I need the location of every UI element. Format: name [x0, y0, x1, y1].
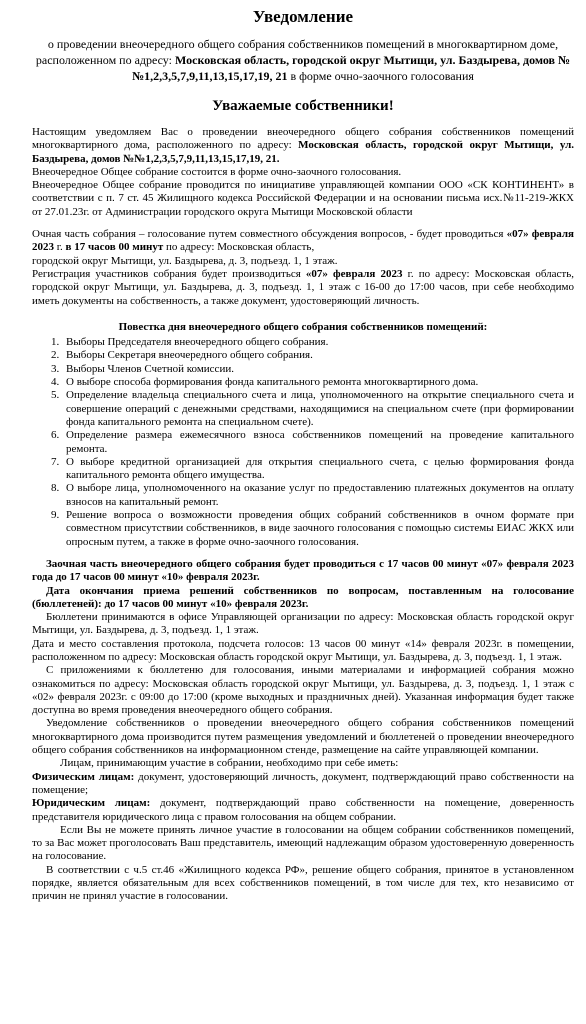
individuals-paragraph: Физическим лицам: документ, удостоверяющий личность, документ, подтверждающий право собственности на помещение; [32, 770, 574, 796]
ballot-deadline-paragraph: Дата окончания приема решений собственников по вопросам, поставленным на голосование (бюллетеней): до 17 часов 00 минут «10» февраля 2023г. [32, 584, 574, 610]
agenda-item: 1. Выборы Председателя внеочередного общего собрания. [62, 336, 574, 349]
agenda-item: 9. Решение вопроса о возможности проведения общих собраний собственников в очном формате при совместном присутствии собственников, в виде заочного голосования с помощью системы ЕИАС ЖКХ или опросным путем, а также в форме очно-заочного голосования. [62, 509, 574, 549]
greeting-heading: Уважаемые собственники! [212, 98, 394, 114]
intro-paragraph: Настоящим уведомляем Вас о проведении внеочередного общего собрания собственников помещений многоквартирного дома, расположенного по адресу: Московская область, городской округ Мытищи, ул. Баздырева, домов №№1,2,3,5,7,9,11,13,15,17,19, 21. [32, 126, 574, 165]
materials-paragraph: С приложениями к бюллетеню для голосования, иными материалами и информацией собрания можно ознакомиться по адресу: Московская область городской округ Мытищи, ул. Баздырева, д. 3, подъезд. 1, 1 этаж с «02» февраля 2023г. с 09:00 до 17:00 (кроме выходных и праздничных дней). Указанная информация будет также доступна во время проведения внеочередного общего собрания. [32, 664, 574, 717]
initiator-paragraph: Внеочередное Общее собрание проводится по инициативе управляющей компании ООО «СК КОНТИНЕНТ» в соответствии с п. 7 ст. 45 Жилищного кодекса Российской Федерации и на основании письма исх.№11-219-ЖКХ от 27.01.23г. от Администрации городского округа Мытищи Московской области [32, 179, 574, 218]
document-title: Уведомление [252, 7, 354, 26]
legal-basis-paragraph: В соответствии с ч.5 ст.46 «Жилищного кодекса РФ», решение общего собрания, принятое в установленном порядке, является обязательным для всех собственников помещений, в том числе для тех, кто независимо от причин не принял участие в голосовании. [32, 863, 574, 903]
agenda-item: 5. Определение владельца специального счета и лица, уполномоченного на открытие специального счета и совершение операций с денежными средствами, находящимися на специальном счете (при формировании фонда капитального ремонта на специальном счете). [62, 389, 574, 429]
agenda-item: 4. О выборе способа формирования фонда капитального ремонта многоквартирного дома. [62, 376, 574, 389]
spacer [32, 219, 574, 228]
document-subtitle: о проведении внеочередного общего собрания собственников помещений в многоквартирном доме, расположенном по адресу: Московская область, городской округ Мытищи, ул. Баздырева, домов №№1,2,3,5,7,9,11,13,15,17,19, 21 в форме очно-заочного голосования [35, 37, 571, 83]
agenda-item: 3. Выборы Членов Счетной комиссии. [62, 363, 574, 376]
agenda-item: 7. О выборе кредитной организацией для открытия специального счета, с целью формирования фонда капитального ремонта общего имущества. [62, 456, 574, 483]
remote-part-paragraph: Заочная часть внеочередного общего собрания будет проводиться с 17 часов 00 минут «07» февраля 2023 года до 17 часов 00 минут «10» февраля 2023г. [32, 557, 574, 584]
format-paragraph: Внеочередное Общее собрание состоится в форме очно-заочного голосования. [32, 165, 402, 178]
notification-paragraph: Уведомление собственников о проведении внеочередного общего собрания собственников помещений многоквартирного дома производится путем размещения уведомлений и бюллетеней о проведении внеочередного общего собрания собственников на информационном стенде, размещение на сайте управляющей компании. [32, 717, 574, 757]
agenda-item: 6. Определение размера ежемесячного взноса собственников помещений на проведение капитального ремонта. [62, 429, 574, 456]
agenda-list [32, 336, 574, 549]
agenda-item: 2. Выборы Секретаря внеочередного общего собрания. [62, 349, 574, 362]
in-person-address: городской округ Мытищи, ул. Баздырева, д. 3, подъезд. 1, 1 этаж. [32, 254, 338, 267]
intro-address: Московская область, городской округ Мытищи, ул. Баздырева, домов №№1,2,3,5,7,9,11,13,15,17,19, 21. [32, 139, 574, 165]
subtitle-address: Московская область, городской округ Мытищи, ул. Баздырева, домов №№1,2,3,5,7,9,11,13,15,17,19, 21 [132, 53, 571, 83]
spacer [32, 308, 574, 317]
agenda-title: Повестка дня внеочередного общего собрания собственников помещений: [118, 320, 488, 333]
agenda-item: 8. О выборе лица, уполномоченного на оказание услуг по предоставлению платежных документов на оплату взносов на капитальный ремонт. [62, 482, 574, 509]
protocol-paragraph: Дата и место составления протокола, подсчета голосов: 13 часов 00 минут «14» февраля 2023г. в помещении, расположенном по адресу: Московская область городской округ Мытищи, ул. Баздырева, д. 3, подъезд. 1, 1 этаж. [32, 637, 574, 663]
legal-entities-paragraph: Юридическим лицам: документ, подтверждающий право собственности на помещение, доверенность представителя юридического лица с правом голосования на общем собрании. [32, 797, 574, 823]
in-person-paragraph: Очная часть собрания – голосование путем совместного обсуждения вопросов, - будет проводиться «07» февраля 2023 г. в 17 часов 00 минут по адресу: Московская область, [32, 228, 574, 254]
requirements-paragraph: Лицам, принимающим участие в собрании, необходимо при себе иметь: [60, 757, 399, 770]
spacer [32, 549, 574, 558]
registration-paragraph: Регистрация участников собрания будет производиться «07» февраля 2023 г. по адресу: Московская область, городской округ Мытищи, ул. Баздырева, д. 3, подъезд. 1, 1 этаж с 16-00 до 17:00 часов, при себе необходимо иметь документы на собственность, а также документ, удостоверяющий личность. [32, 267, 574, 307]
ballot-office-paragraph: Бюллетени принимаются в офисе Управляющей организации по адресу: Московская область городской округ Мытищи, ул. Баздырева, д. 3, подъезд. 1, 1 этаж. [32, 611, 574, 637]
proxy-paragraph: Если Вы не можете принять личное участие в голосовании на общем собрании собственников помещений, то за Вас может проголосовать Ваш представитель, имеющий надлежащим образом удостоверенную доверенность на голосование. [32, 823, 574, 863]
